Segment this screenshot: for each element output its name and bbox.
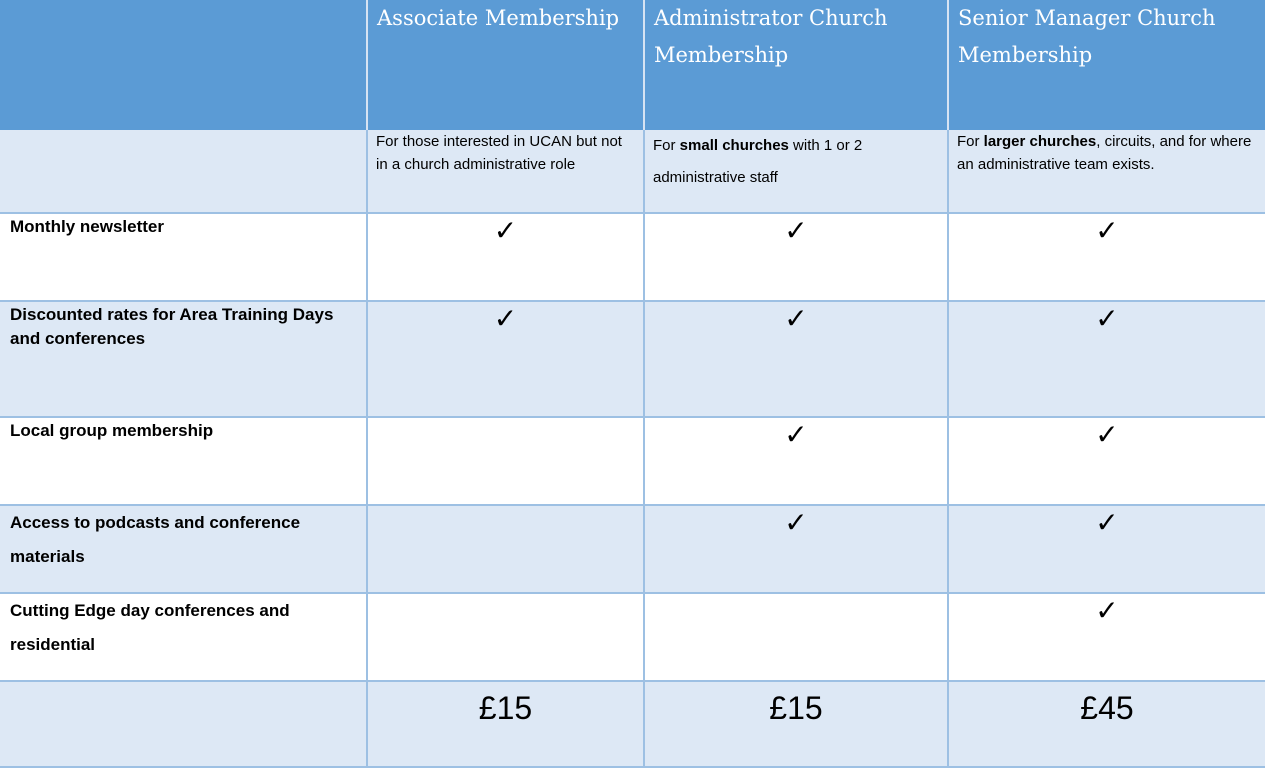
row-label-monthly-newsletter: Monthly newsletter bbox=[0, 212, 366, 300]
check-cell-administrator-row-4 bbox=[643, 504, 947, 592]
check-cell-associate-row-5 bbox=[366, 592, 643, 680]
description-empty-cell bbox=[0, 130, 366, 212]
check-cell-senior-row-4 bbox=[947, 504, 1265, 592]
check-cell-associate-row-2 bbox=[366, 300, 643, 416]
description-administrator-suffix: with 1 or 2 administrative staff bbox=[653, 137, 863, 186]
checkmark-icon: ✓ bbox=[1095, 595, 1119, 626]
description-administrator-emphasis: small churches bbox=[679, 137, 789, 154]
price-empty-cell bbox=[0, 680, 366, 768]
check-cell-associate-row-1 bbox=[366, 212, 643, 300]
row-label-cutting-edge: Cutting Edge day conferences and residential bbox=[0, 592, 366, 680]
check-cell-senior-row-5 bbox=[947, 592, 1265, 680]
row-label-discounted-rates: Discounted rates for Area Training Days and conferences bbox=[0, 300, 366, 416]
description-administrator-prefix: For bbox=[653, 137, 680, 154]
price-senior: £45 bbox=[947, 680, 1265, 768]
checkmark-icon: ✓ bbox=[1095, 215, 1119, 246]
checkmark-icon: ✓ bbox=[784, 419, 808, 450]
check-cell-associate-row-3 bbox=[366, 416, 643, 504]
checkmark-icon: ✓ bbox=[784, 507, 808, 538]
description-senior-prefix: For bbox=[957, 133, 984, 150]
check-cell-administrator-row-2 bbox=[643, 300, 947, 416]
check-cell-administrator-row-1 bbox=[643, 212, 947, 300]
description-senior bbox=[947, 130, 1265, 212]
checkmark-icon: ✓ bbox=[784, 303, 808, 334]
price-administrator: £15 bbox=[643, 680, 947, 768]
check-cell-administrator-row-5 bbox=[643, 592, 947, 680]
description-associate: For those interested in UCAN but not in a church administrative role bbox=[366, 130, 643, 212]
checkmark-icon: ✓ bbox=[493, 215, 518, 246]
check-cell-senior-row-1 bbox=[947, 212, 1265, 300]
price-associate: £15 bbox=[366, 680, 643, 768]
check-cell-senior-row-2 bbox=[947, 300, 1265, 416]
row-label-access-to-podcasts: Access to podcasts and conference materials bbox=[0, 504, 366, 592]
checkmark-icon: ✓ bbox=[493, 303, 518, 334]
description-administrator bbox=[643, 130, 947, 212]
checkmark-icon: ✓ bbox=[1095, 419, 1119, 450]
header-administrator-church-membership: Administrator Church Membership bbox=[643, 0, 947, 130]
checkmark-icon: ✓ bbox=[1095, 303, 1119, 334]
header-senior-manager-church-membership: Senior Manager Church Membership bbox=[947, 0, 1265, 130]
header-associate-membership: Associate Membership bbox=[366, 0, 643, 130]
row-label-local-group-membership: Local group membership bbox=[0, 416, 366, 504]
check-cell-administrator-row-3 bbox=[643, 416, 947, 504]
checkmark-icon: ✓ bbox=[1095, 507, 1119, 538]
checkmark-icon: ✓ bbox=[784, 215, 808, 246]
header-empty-cell bbox=[0, 0, 366, 130]
check-cell-associate-row-4 bbox=[366, 504, 643, 592]
description-senior-suffix: , circuits, and for where an administrative team exists. bbox=[957, 133, 1252, 173]
description-senior-emphasis: larger churches bbox=[983, 133, 1097, 150]
check-cell-senior-row-3 bbox=[947, 416, 1265, 504]
